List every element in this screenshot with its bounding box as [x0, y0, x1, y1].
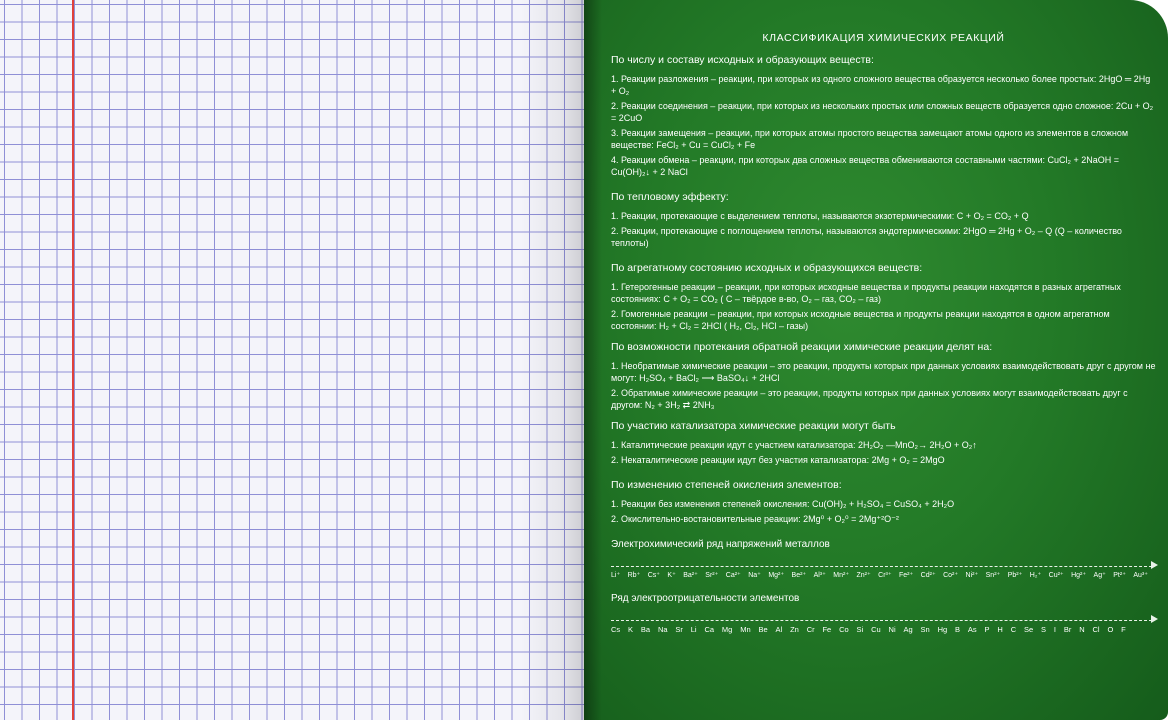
electronegativity-series — [611, 625, 1156, 634]
list-item: 2. Обратимые химические реакции – это реакции, продукты которых при данных условиях могут взаимодействовать друг с другом: N₂ + 3H₂ ⇄ 2NH₃ — [611, 388, 1128, 410]
ion-label: H₂⁺ — [1029, 572, 1042, 579]
element-label: Si — [856, 625, 864, 634]
metal-series-heading: Электрохимический ряд напряжений металлов — [611, 539, 830, 550]
element-label: Mg — [721, 625, 733, 634]
ion-label: Cr³⁺ — [878, 572, 892, 579]
element-label: Ca — [704, 625, 715, 634]
ion-label: Au³⁺ — [1133, 572, 1148, 579]
section-heading-reversibility: По возможности протекания обратной реакции химические реакции делят на: — [611, 341, 993, 353]
element-label: P — [984, 625, 990, 634]
ion-label: Li⁺ — [611, 572, 621, 579]
ion-label: Hg²⁺ — [1071, 572, 1087, 579]
element-label: Sr — [675, 625, 683, 634]
list-item: 2. Реакции соединения – реакции, при которых из нескольких простых или сложных веществ образуется одно сложное: 2Cu + O₂ = 2CuO — [611, 101, 1154, 123]
element-label: Ni — [888, 625, 896, 634]
list-item: 2. Некаталитические реакции идут без участия катализатора: 2Mg + O₂ = 2MgO — [611, 455, 945, 465]
list-item: 3. Реакции замещения – реакции, при которых атомы простого вещества замещают атомы одного из элементов в сложном веществе: FeCl₂ + Cu = CuCl₂ + Fe — [611, 128, 1129, 150]
element-label: N — [1079, 625, 1085, 634]
list-item: 1. Реакции, протекающие с выделением теплоты, называются экзотермическими: C + O₂ = CO₂ + Q — [611, 211, 1029, 221]
element-label: Hg — [937, 625, 948, 634]
element-label: Sn — [920, 625, 930, 634]
ion-label: Sn²⁺ — [985, 572, 1001, 579]
section-heading-thermal: По тепловому эффекту: — [611, 191, 729, 203]
element-label: Co — [839, 625, 849, 634]
ion-label: Rb⁺ — [627, 572, 641, 579]
ion-label: Mg²⁺ — [768, 572, 785, 579]
element-label: Ag — [903, 625, 913, 634]
ion-label: Pt²⁺ — [1113, 572, 1126, 579]
arrow-icon — [611, 556, 1152, 567]
ion-label: Ni²⁺ — [965, 572, 979, 579]
element-label: Cu — [871, 625, 881, 634]
element-label: Zn — [790, 625, 799, 634]
ion-label: Ag⁺ — [1093, 572, 1106, 579]
ion-label: Ca²⁺ — [725, 572, 741, 579]
element-label: O — [1107, 625, 1114, 634]
ion-label: Cd²⁺ — [920, 572, 936, 579]
ion-label: Sr²⁺ — [705, 572, 719, 579]
element-label: Cs — [611, 625, 621, 634]
page-title: КЛАССИФИКАЦИЯ ХИМИЧЕСКИХ РЕАКЦИЙ — [762, 32, 1005, 44]
ion-label: Fe²⁺ — [899, 572, 914, 579]
element-label: Se — [1023, 625, 1034, 634]
margin-line — [72, 0, 74, 720]
list-item: 4. Реакции обмена – реакции, при которых два сложных вещества обмениваются составными частями: CuCl₂ + 2NaOH = Cu(OH)₂↓ + 2 NaCl — [611, 155, 1120, 177]
element-label: Br — [1063, 625, 1072, 634]
cover-content — [611, 32, 1156, 634]
metal-series — [611, 571, 1156, 579]
reference-cover — [584, 0, 1168, 720]
element-label: Al — [775, 625, 783, 634]
list-item: 2. Окислительно-востановительные реакции: 2Mg⁰ + O₂⁰ = 2Mg⁺²O⁻² — [611, 514, 899, 524]
ion-label: Co²⁺ — [943, 572, 959, 579]
element-label: Mn — [740, 625, 751, 634]
element-label: Be — [758, 625, 768, 634]
element-label: H — [997, 625, 1003, 634]
ion-label: Be²⁺ — [791, 572, 807, 579]
section-heading-composition: По числу и составу исходных и образующих веществ: — [611, 54, 874, 66]
element-label: As — [967, 625, 977, 634]
ion-label: Cu²⁺ — [1048, 572, 1064, 579]
element-label: S — [1041, 625, 1047, 634]
ion-label: Al³⁺ — [813, 572, 826, 579]
ion-label: K⁺ — [667, 572, 676, 579]
element-label: B — [955, 625, 961, 634]
list-item: 1. Каталитические реакции идут с участием катализатора: 2H₂O₂ —MnO₂→ 2H₂O + O₂↑ — [611, 440, 977, 450]
section-heading-oxidation: По изменению степеней окисления элементов: — [611, 479, 842, 491]
list-item: 2. Реакции, протекающие с поглощением теплоты, называются эндотермическими: 2HgO ═ 2Hg + O₂ – Q (Q – количество теплоты) — [611, 226, 1122, 248]
ion-label: Cs⁺ — [647, 572, 660, 579]
element-label: Na — [657, 625, 668, 634]
element-label: F — [1121, 625, 1126, 634]
section-heading-state: По агрегатному состоянию исходных и образующихся веществ: — [611, 262, 923, 274]
element-label: Fe — [822, 625, 832, 634]
section-heading-catalysis: По участию катализатора химические реакции могут быть — [611, 420, 896, 432]
list-item: 1. Необратимые химические реакции – это реакции, продукты которых при данных условиях взаимодействовать друг с другом не могут: H₂SO₄ + BaCl₂ ⟶ BaSO₄↓ + 2HCl — [611, 361, 1156, 383]
ion-label: Mn²⁺ — [833, 572, 850, 579]
list-item: 1. Реакции без изменения степеней окисления: Cu(OH)₂ + H₂SO₄ = CuSO₄ + 2H₂O — [611, 499, 955, 509]
list-item: 1. Реакции разложения – реакции, при которых из одного сложного вещества образуется несколько более простых: 2HgO ═ 2Hg + O₂ — [611, 74, 1151, 96]
list-item: 1. Гетерогенные реакции – реакции, при которых исходные вещества и продукты реакции находятся в разных агрегатных состояниях: C + O₂ = CO₂ ( C – твёрдое в-во, O₂ – газ, CO₂ – газ) — [611, 282, 1121, 304]
element-label: I — [1053, 625, 1056, 634]
element-label: Cl — [1092, 625, 1100, 634]
element-label: C — [1010, 625, 1017, 634]
element-label: Li — [690, 625, 697, 634]
list-item: 2. Гомогенные реакции – реакции, при которых исходные вещества и продукты реакции находятся в одном агрегатном состоянии: H₂ + Cl₂ = 2HCl ( H₂, Cl₂, HCl – газы) — [611, 309, 1110, 331]
ion-label: Ba²⁺ — [683, 572, 698, 579]
element-label: Ba — [640, 625, 651, 634]
ion-label: Na⁺ — [748, 572, 761, 579]
arrow-icon — [611, 610, 1152, 621]
element-label: Cr — [806, 625, 815, 634]
element-label: K — [628, 625, 634, 634]
ion-label: Zn²⁺ — [856, 572, 871, 579]
ion-label: Pb²⁺ — [1007, 572, 1023, 579]
electronegativity-heading: Ряд электроотрицательности элементов — [611, 593, 800, 604]
